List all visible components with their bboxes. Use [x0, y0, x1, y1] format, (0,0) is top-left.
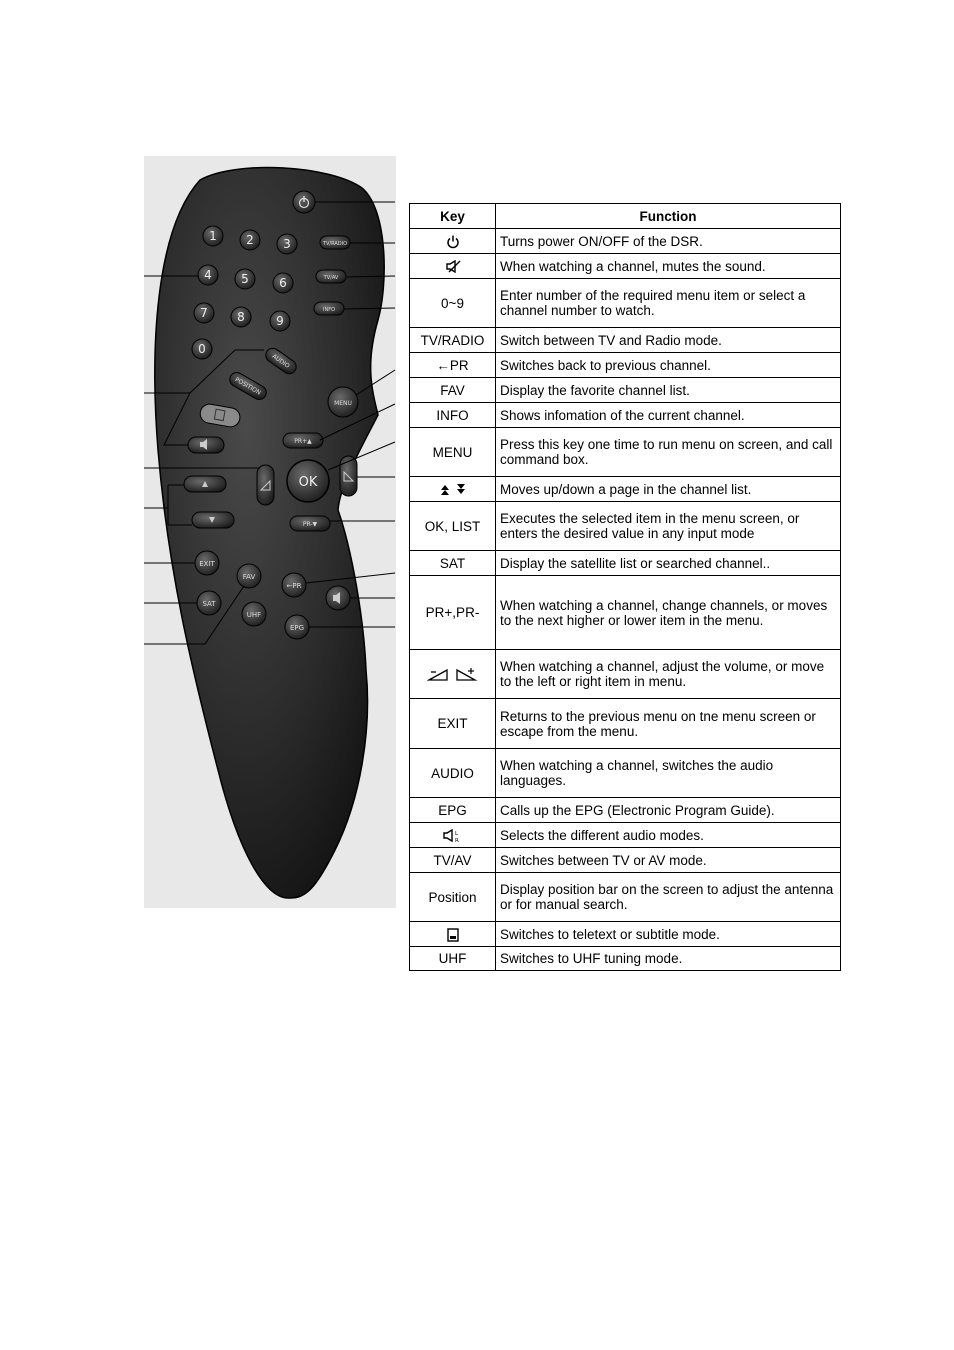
- key-function-table: [409, 203, 841, 971]
- function-cell: Turns power ON/OFF of the DSR.: [496, 229, 841, 254]
- mute-icon: [445, 260, 461, 273]
- svg-text:AUDIO: AUDIO: [270, 352, 291, 370]
- table-row: [410, 922, 841, 947]
- svg-text:EPG: EPG: [289, 624, 305, 632]
- svg-text:1: 1: [209, 229, 217, 243]
- table-row: [410, 699, 841, 749]
- svg-text:0: 0: [198, 342, 206, 356]
- function-cell: Enter number of the required menu item or select a channel number to watch.: [496, 279, 841, 328]
- svg-text:R: R: [454, 837, 459, 843]
- function-cell: Display the satellite list or searched channel..: [496, 551, 841, 576]
- table-row: [410, 873, 841, 922]
- key-cell: ←PR: [410, 353, 496, 378]
- key-cell: [410, 823, 496, 848]
- function-cell: Switches back to previous channel.: [496, 353, 841, 378]
- header-function: Function: [496, 204, 841, 229]
- remote-power-button: [293, 191, 315, 213]
- table-row: [410, 502, 841, 551]
- table-row: [410, 823, 841, 848]
- remote-pr-up-button: [283, 433, 323, 448]
- svg-text:EXIT: EXIT: [199, 560, 215, 568]
- remote-tvradio-button: [320, 236, 350, 249]
- table-row: [410, 947, 841, 971]
- remote-digit-2: [240, 230, 260, 250]
- svg-text:L: L: [454, 830, 458, 837]
- remote-digit-5: [235, 269, 255, 289]
- remote-exit-button: [195, 551, 219, 575]
- table-row: [410, 848, 841, 873]
- remote-digit-6: [273, 273, 293, 293]
- key-cell: UHF: [410, 947, 496, 971]
- remote-sat-button: [197, 591, 221, 615]
- table-row: [410, 279, 841, 328]
- key-cell: SAT: [410, 551, 496, 576]
- function-cell: When watching a channel, mutes the sound.: [496, 254, 841, 279]
- remote-volume-up-button: [340, 456, 357, 496]
- svg-text:9: 9: [276, 314, 284, 328]
- remote-fav-button: [237, 564, 261, 588]
- key-cell: [410, 650, 496, 699]
- page-up-down-icon: [438, 483, 468, 496]
- table-row: [410, 576, 841, 650]
- table-row: [410, 477, 841, 502]
- key-cell: TV/RADIO: [410, 328, 496, 353]
- svg-text:2: 2: [246, 233, 254, 247]
- table-row: [410, 650, 841, 699]
- function-cell: When watching a channel, change channels, or moves to the next higher or lower item in the menu.: [496, 576, 841, 650]
- table-row: [410, 798, 841, 823]
- function-cell: Switches to teletext or subtitle mode.: [496, 922, 841, 947]
- svg-text:OK: OK: [298, 475, 318, 490]
- function-cell: When watching a channel, adjust the volume, or move to the left or right item in menu.: [496, 650, 841, 699]
- key-cell: 0~9: [410, 279, 496, 328]
- key-cell: [410, 229, 496, 254]
- power-icon: [446, 234, 460, 249]
- remote-page-up-button: [184, 476, 226, 492]
- svg-text:PR+▲: PR+▲: [294, 438, 312, 445]
- remote-epg-button: [285, 615, 309, 639]
- function-cell: When watching a channel, switches the audio languages.: [496, 749, 841, 798]
- remote-digit-1: [203, 226, 223, 246]
- svg-text:POSITION: POSITION: [233, 376, 262, 397]
- table-row: [410, 353, 841, 378]
- function-cell: Switches between TV or AV mode.: [496, 848, 841, 873]
- key-cell: TV/AV: [410, 848, 496, 873]
- function-cell: Calls up the EPG (Electronic Program Guide).: [496, 798, 841, 823]
- remote-digit-0: [192, 339, 212, 359]
- remote-pr-down-button: [290, 516, 330, 531]
- function-cell: Returns to the previous menu on tne menu screen or escape from the menu.: [496, 699, 841, 749]
- svg-text:7: 7: [200, 306, 208, 320]
- remote-digit-4: [198, 265, 218, 285]
- remote-page-down-button: [192, 512, 234, 528]
- svg-text:INFO: INFO: [322, 307, 336, 313]
- remote-uhf-button: [242, 602, 266, 626]
- function-cell: Selects the different audio modes.: [496, 823, 841, 848]
- header-key: Key: [410, 204, 496, 229]
- table-header-row: [410, 204, 841, 229]
- table-row: [410, 254, 841, 279]
- key-cell: PR+,PR-: [410, 576, 496, 650]
- remote-info-button: [314, 302, 344, 315]
- key-cell: OK, LIST: [410, 502, 496, 551]
- key-cell: [410, 922, 496, 947]
- svg-text:TV/AV: TV/AV: [323, 275, 339, 281]
- remote-digit-3: [277, 234, 297, 254]
- key-cell: FAV: [410, 378, 496, 403]
- svg-text:UHF: UHF: [246, 611, 262, 619]
- key-cell: EXIT: [410, 699, 496, 749]
- svg-text:4: 4: [204, 268, 212, 282]
- function-cell: Executes the selected item in the menu screen, or enters the desired value in any input mode: [496, 502, 841, 551]
- svg-text:←PR: ←PR: [286, 582, 302, 590]
- remote-tvav-button: [316, 270, 346, 283]
- table-row: [410, 551, 841, 576]
- function-cell: Press this key one time to run menu on screen, and call command box.: [496, 428, 841, 477]
- remote-digit-7: [194, 303, 214, 323]
- function-cell: Switch between TV and Radio mode.: [496, 328, 841, 353]
- function-cell: Shows infomation of the current channel.: [496, 403, 841, 428]
- key-cell: Position: [410, 873, 496, 922]
- svg-text:PR-▼: PR-▼: [302, 521, 318, 528]
- function-cell: Switches to UHF tuning mode.: [496, 947, 841, 971]
- remote-digit-8: [231, 307, 251, 327]
- table-row: [410, 229, 841, 254]
- remote-ok-button: [287, 460, 329, 502]
- key-cell: [410, 254, 496, 279]
- svg-text:3: 3: [283, 237, 291, 251]
- remote-audio-mode-button: [188, 437, 224, 453]
- svg-text:MENU: MENU: [334, 400, 352, 407]
- key-cell: MENU: [410, 428, 496, 477]
- table-row: [410, 749, 841, 798]
- volume-icon: [427, 666, 479, 682]
- remote-control-figure: [140, 150, 400, 910]
- table-row: [410, 428, 841, 477]
- function-cell: Display the favorite channel list.: [496, 378, 841, 403]
- key-cell: EPG: [410, 798, 496, 823]
- svg-text:8: 8: [237, 310, 245, 324]
- remote-menu-button: [328, 387, 358, 417]
- svg-text:5: 5: [241, 272, 249, 286]
- svg-text:SAT: SAT: [202, 600, 216, 608]
- audio-mode-icon: [442, 829, 464, 843]
- key-cell: AUDIO: [410, 749, 496, 798]
- function-cell: Moves up/down a page in the channel list.: [496, 477, 841, 502]
- remote-digit-9: [270, 311, 290, 331]
- function-cell: Display position bar on the screen to adjust the antenna or for manual search.: [496, 873, 841, 922]
- teletext-icon: [447, 928, 459, 942]
- table-row: [410, 328, 841, 353]
- svg-text:FAV: FAV: [242, 573, 256, 581]
- remote-back-pr-button: [282, 573, 306, 597]
- key-cell: INFO: [410, 403, 496, 428]
- svg-text:6: 6: [279, 276, 287, 290]
- svg-text:TV/RADIO: TV/RADIO: [322, 241, 348, 247]
- remote-mute-button: [326, 586, 350, 610]
- key-cell: [410, 477, 496, 502]
- table-row: [410, 378, 841, 403]
- remote-volume-down-button: [257, 465, 274, 505]
- table-row: [410, 403, 841, 428]
